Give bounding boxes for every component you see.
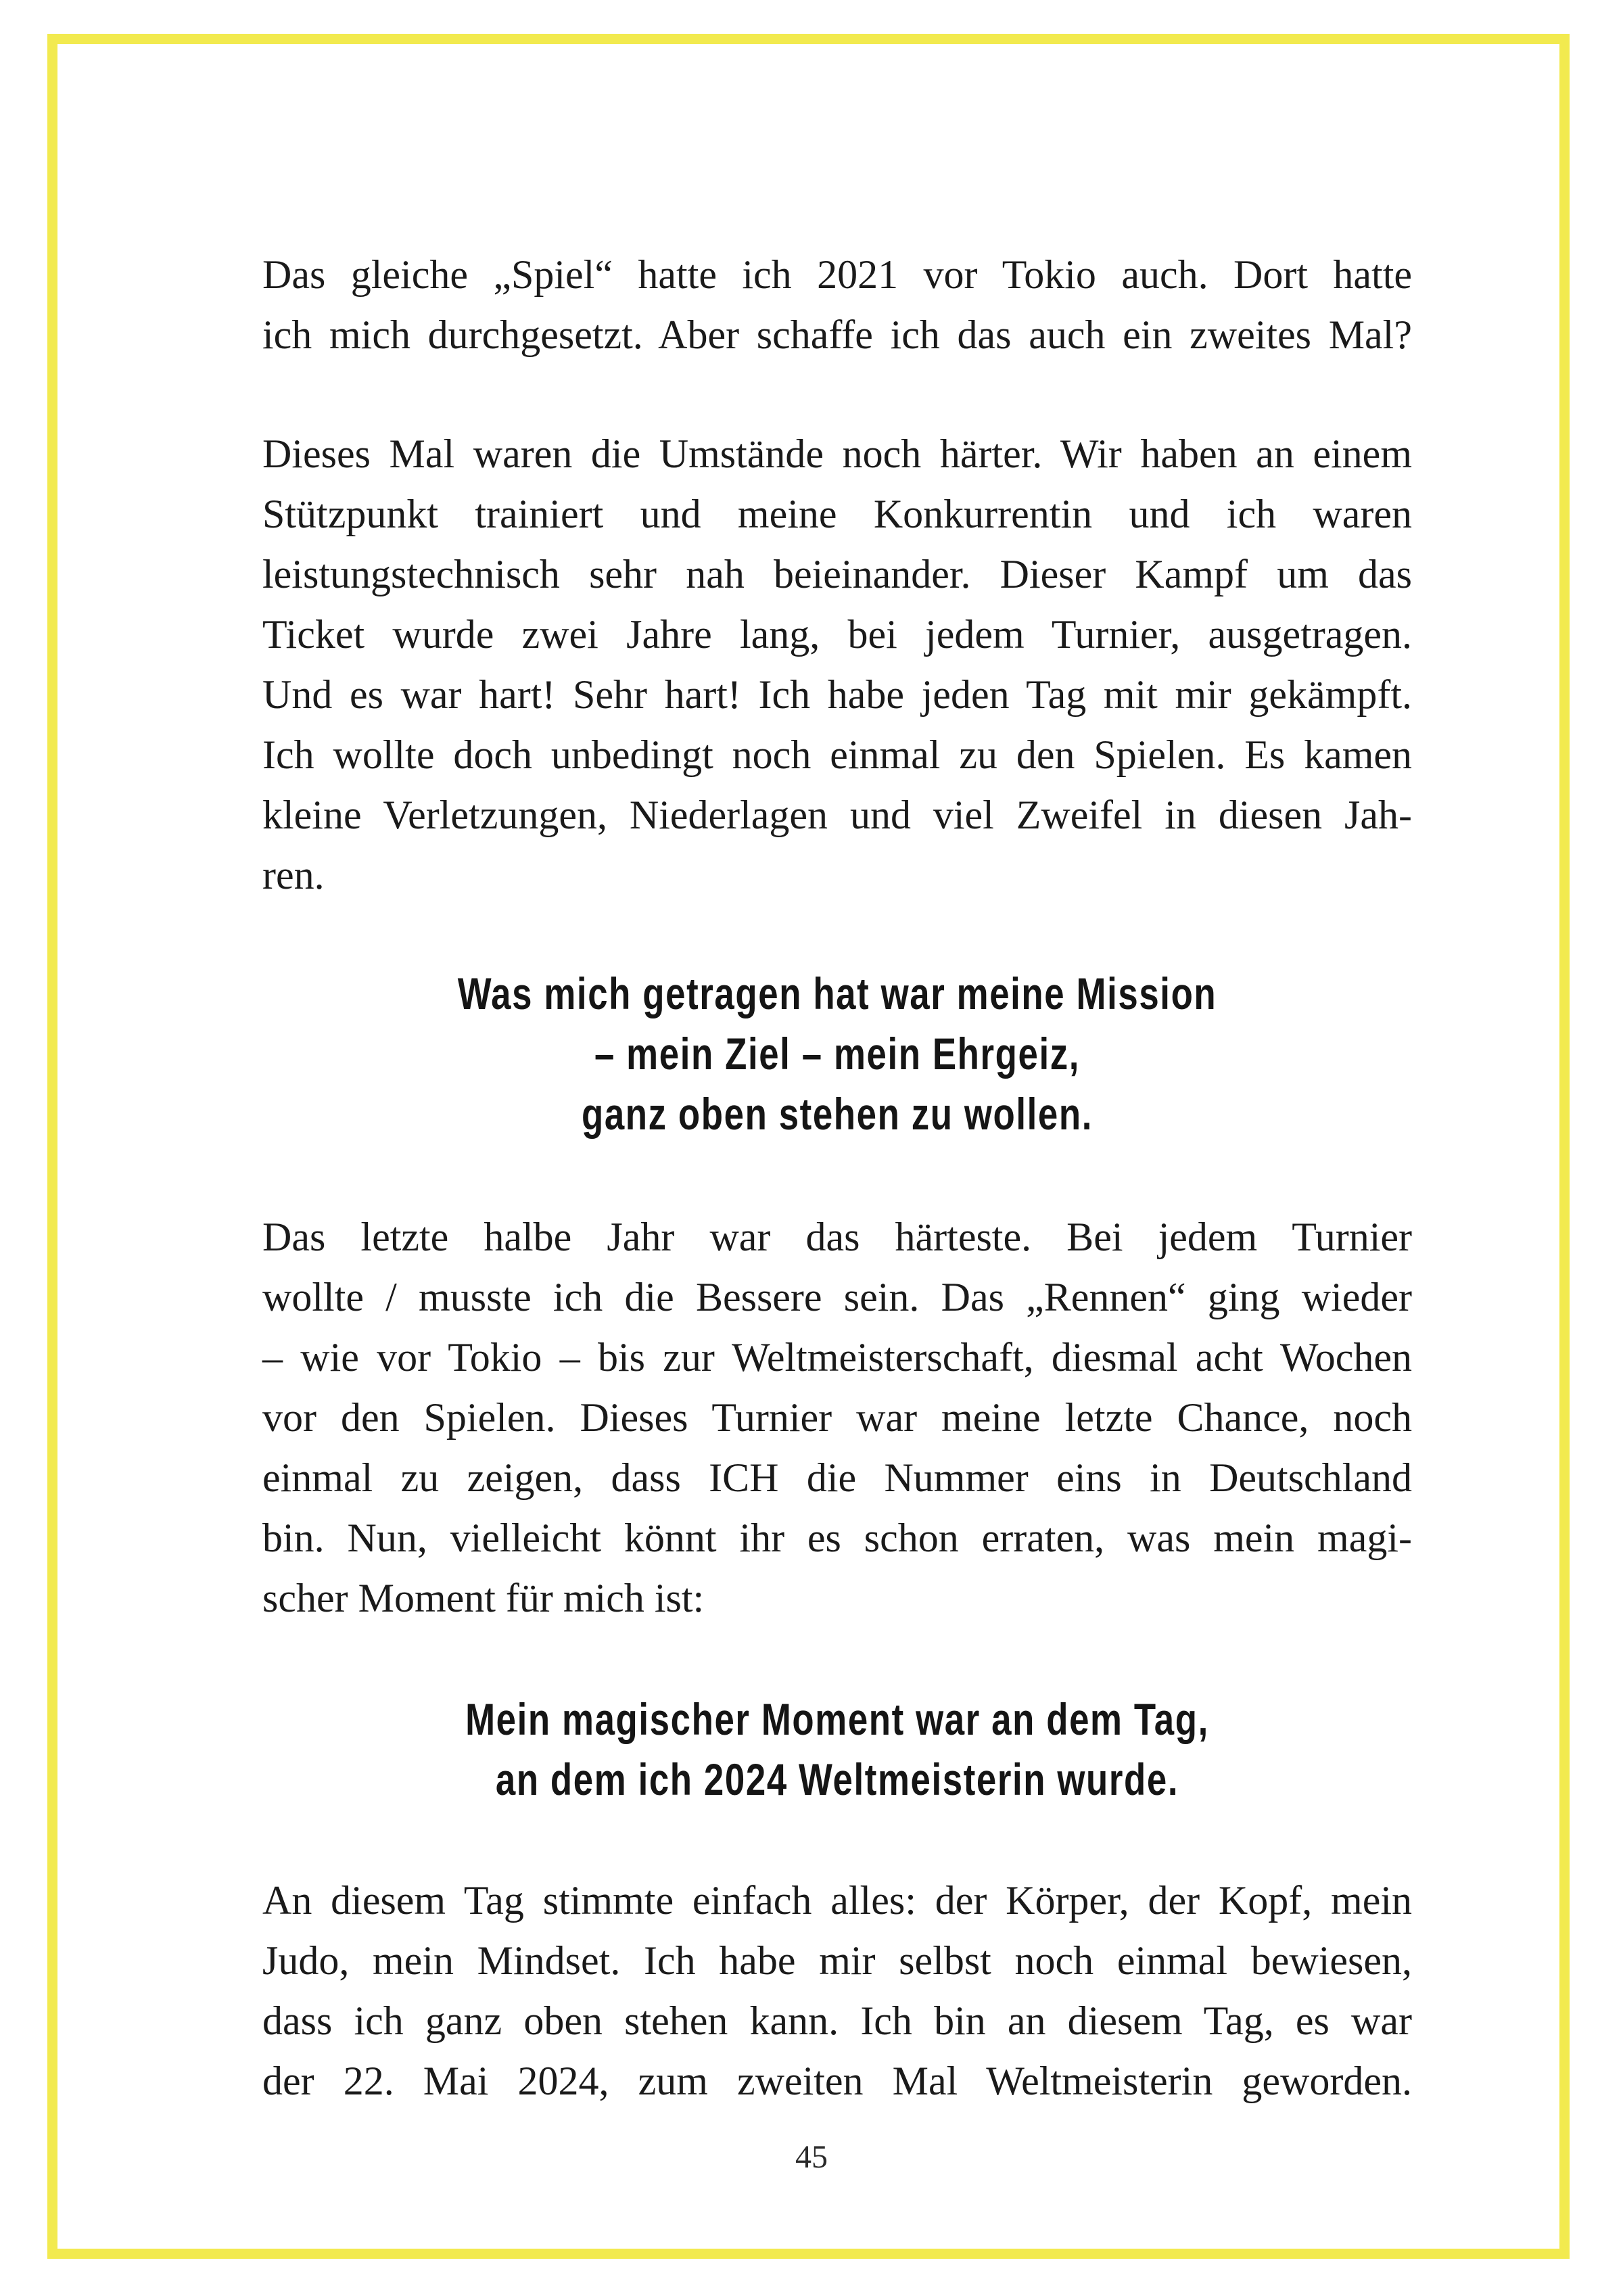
paragraph-3 xyxy=(262,1207,1412,1629)
paragraph-line: ich mich durchgesetzt. Aber schaffe ich das auch ein zweites Mal? xyxy=(262,312,1412,357)
paragraph-line: Das gleiche „Spiel“ hatte ich 2021 vor Tokio auch. Dort hatte xyxy=(262,252,1412,297)
paragraph-line: einmal zu zeigen, dass ICH die Nummer eins in Deutschland xyxy=(262,1455,1412,1500)
quote-line: Was mich getragen hat war meine Mission xyxy=(457,968,1217,1018)
paragraph-line: der 22. Mai 2024, zum zweiten Mal Weltmeisterin geworden. xyxy=(262,2059,1412,2103)
paragraph-line: An diesem Tag stimmte einfach alles: der Körper, der Kopf, mein xyxy=(262,1878,1412,1923)
page-number: 45 xyxy=(795,2139,828,2175)
quote-line: an dem ich 2024 Weltmeisterin wurde. xyxy=(495,1754,1179,1804)
paragraph-line: kleine Verletzungen, Niederlagen und viel Zweifel in diesen Jah- xyxy=(262,793,1412,837)
paragraph-line: Ich wollte doch unbedingt noch einmal zu den Spielen. Es kamen xyxy=(262,732,1412,777)
paragraph-line: Stützpunkt trainiert und meine Konkurrentin und ich waren xyxy=(262,492,1412,536)
pull-quote-2 xyxy=(262,1689,1412,1810)
paragraph-line: vor den Spielen. Dieses Turnier war meine letzte Chance, noch xyxy=(262,1395,1412,1440)
quote-line: ganz oben stehen zu wollen. xyxy=(581,1089,1093,1139)
pull-quote-1 xyxy=(262,964,1412,1144)
paragraph-line: – wie vor Tokio – bis zur Weltmeisterschaft, diesmal acht Wochen xyxy=(262,1335,1412,1380)
paragraph-2 xyxy=(262,424,1412,906)
paragraph-line: ren. xyxy=(262,853,325,897)
paragraph-line: bin. Nun, vielleicht könnt ihr es schon erraten, was mein magi- xyxy=(262,1516,1412,1560)
quote-line: Mein magischer Moment war an dem Tag, xyxy=(465,1694,1209,1744)
paragraph-line: Das letzte halbe Jahr war das härteste. Bei jedem Turnier xyxy=(262,1215,1412,1259)
paragraph-line: Judo, mein Mindset. Ich habe mir selbst noch einmal bewiesen, xyxy=(262,1938,1412,1983)
paragraph-line: wollte / musste ich die Bessere sein. Das „Rennen“ ging wieder xyxy=(262,1275,1412,1319)
paragraph-line: dass ich ganz oben stehen kann. Ich bin an diesem Tag, es war xyxy=(262,1998,1412,2043)
paragraph-line: scher Moment für mich ist: xyxy=(262,1576,705,1620)
paragraph-1 xyxy=(262,245,1412,365)
paragraph-line: Und es war hart! Sehr hart! Ich habe jeden Tag mit mir gekämpft. xyxy=(262,672,1412,717)
paragraph-line: Dieses Mal waren die Umstände noch härter. Wir haben an einem xyxy=(262,431,1412,476)
paragraph-line: Ticket wurde zwei Jahre lang, bei jedem Turnier, ausgetragen. xyxy=(262,612,1412,657)
paragraph-line: leistungstechnisch sehr nah beieinander. Dieser Kampf um das xyxy=(262,552,1412,596)
quote-line: – mein Ziel – mein Ehrgeiz, xyxy=(594,1029,1081,1079)
paragraph-4 xyxy=(262,1871,1412,2111)
